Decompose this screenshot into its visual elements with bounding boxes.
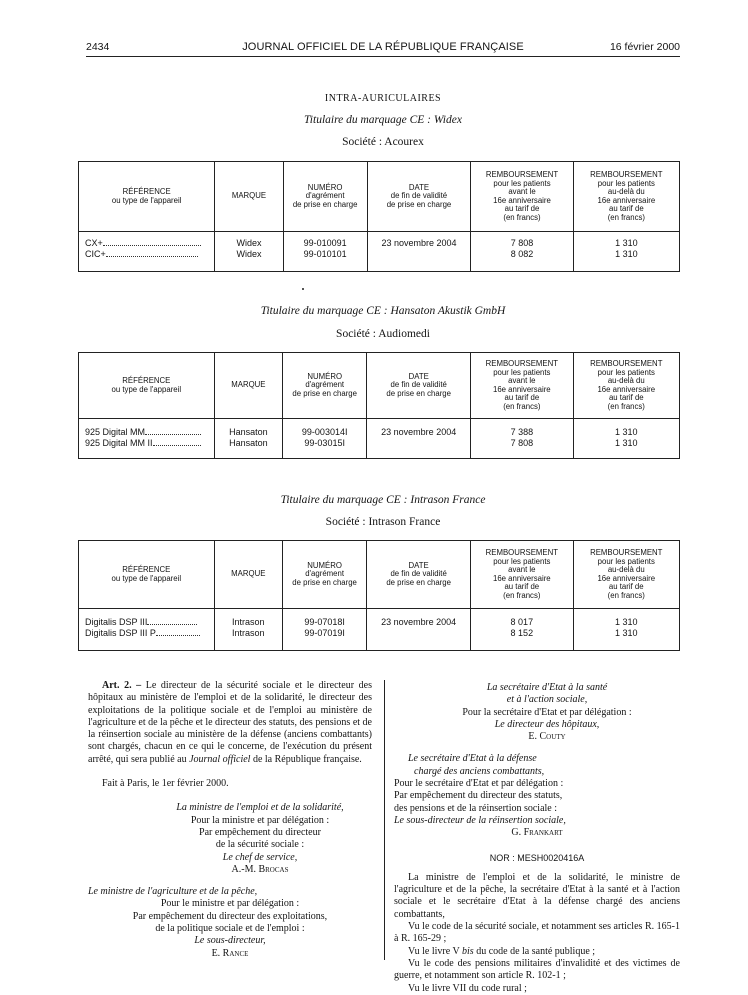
company-2: Société : Audiomedi <box>336 328 430 340</box>
visa-2: Vu le livre V bis du code de la santé publique ; <box>408 945 596 957</box>
col-date: DATE de fin de validité de prise en charge <box>367 541 471 609</box>
holder-title-3: Titulaire du marquage CE : Intrason France <box>280 494 486 506</box>
cell-remb-apres: 1 310 1 310 <box>573 232 679 272</box>
cell-date: 23 novembre 2004 <box>367 609 471 651</box>
signature-block-1: La ministre de l'emploi et de la solidarité, Pour la ministre et par délégation : Par empêchement du directeur de la sécurité sociale : Le chef de service, A.-M. Brocas <box>176 802 344 875</box>
signature-block-4: Le secrétaire d'Etat à la défense chargé des anciens combattants, Pour le secrétaire d'Etat et par délégation : Par empêchement du directeur des statuts, des pensions et de la réinsertion sociale : Le sous-directeur de la réinsertion sociale, G. Frankart <box>394 753 566 839</box>
cell-date: 23 novembre 2004 <box>367 419 471 459</box>
col-marque: MARQUE <box>214 353 282 419</box>
cell-ref: CX+ CIC+ <box>79 232 215 272</box>
right-column <box>394 682 680 995</box>
journal-title: JOURNAL OFFICIEL DE LA RÉPUBLIQUE FRANÇAISE <box>242 41 524 53</box>
holder-title-2: Titulaire du marquage CE : Hansaton Akustik GmbH <box>260 305 506 317</box>
cell-marque: Widex Widex <box>215 232 283 272</box>
cell-marque: Intrason Intrason <box>214 609 282 651</box>
cell-numero: 99-010091 99-010101 <box>283 232 367 272</box>
table-row <box>79 419 680 459</box>
table-header-row <box>79 162 680 232</box>
company-3: Société : Intrason France <box>325 516 441 528</box>
page-header <box>86 38 680 57</box>
page-number: 2434 <box>86 41 110 53</box>
col-date: DATE de fin de validité de prise en charge <box>367 162 471 232</box>
col-remb-apres: REMBOURSEMENT pour les patients au-delà du 16e anniversaire au tarif de (en francs) <box>573 541 679 609</box>
table-row <box>79 232 680 272</box>
stray-mark <box>302 288 304 290</box>
col-reference: RÉFÉRENCE ou type de l'appareil <box>79 353 215 419</box>
fait-a-paris: Fait à Paris, le 1er février 2000. <box>102 778 229 790</box>
article-2: Art. 2. – Le directeur de la sécurité sociale et le directeur des hôpitaux au ministère de l'emploi et de la solidarité, le directeur des exploitations de la politique sociale et de l'emploi au ministère de l'agriculture et de la pêche et le directeur des statuts, des pensions et de la réinsertion sociale au ministère de la défense (anciens combattants) sont chargés, chacun en ce qui le concerne, de l'exécution du présent arrêté, qui sera publié au Journal officiel de la République française. <box>88 680 373 765</box>
visa-3: Vu le code des pensions militaires d'invalidité et des victimes de guerre, et notamment son article R. 102-1 ; <box>394 957 680 982</box>
reimbursement-table-2 <box>78 352 680 459</box>
column-divider <box>384 680 385 960</box>
signature-block-2: Le ministre de l'agriculture et de la pêche, Pour le ministre et par délégation : Par empêchement du directeur des exploitations, de la politique sociale et de l'emploi : Le sous-directeur, E. Rance <box>88 886 328 959</box>
nor-reference: NOR : MESH0020416A <box>489 852 585 863</box>
section-title: INTRA-AURICULAIRES <box>324 93 442 104</box>
col-marque: MARQUE <box>214 541 282 609</box>
reimbursement-table-1 <box>78 161 680 272</box>
col-numero: NUMÉRO d'agrément de prise en charge <box>283 541 367 609</box>
cell-remb-avant: 7 388 7 808 <box>471 419 573 459</box>
cell-marque: Hansaton Hansaton <box>214 419 282 459</box>
col-numero: NUMÉRO d'agrément de prise en charge <box>283 353 367 419</box>
col-remb-avant: REMBOURSEMENT pour les patients avant le 16e anniversaire au tarif de (en francs) <box>471 353 573 419</box>
signature-block-3: La secrétaire d'Etat à la santé et à l'action sociale, Pour la secrétaire d'Etat et par délégation : Le directeur des hôpitaux, E. Couty <box>462 682 632 743</box>
holder-title-1: Titulaire du marquage CE : Widex <box>304 114 462 126</box>
cell-ref: Digitalis DSP III Digitalis DSP III P <box>79 609 215 651</box>
cell-remb-apres: 1 310 1 310 <box>573 609 679 651</box>
cell-numero: 99-07018I 99-07019I <box>283 609 367 651</box>
table-header-row <box>79 541 680 609</box>
table-row <box>79 609 680 651</box>
table-header-row <box>79 353 680 419</box>
col-remb-avant: REMBOURSEMENT pour les patients avant le 16e anniversaire au tarif de (en francs) <box>471 162 573 232</box>
col-reference: RÉFÉRENCE ou type de l'appareil <box>79 162 215 232</box>
cell-ref: 925 Digital MM 925 Digital MM II <box>79 419 215 459</box>
preamble: La ministre de l'emploi et de la solidarité, le ministre de l'agriculture et de la pêche, la secrétaire d'Etat à la santé et à l'action sociale et le secrétaire d'Etat à la défense chargé des anciens combattants, <box>394 871 680 920</box>
col-remb-apres: REMBOURSEMENT pour les patients au-delà du 16e anniversaire au tarif de (en francs) <box>573 162 679 232</box>
col-marque: MARQUE <box>215 162 283 232</box>
visa-1: Vu le code de la sécurité sociale, et notamment ses articles R. 165-1 à R. 165-29 ; <box>394 921 680 945</box>
cell-date: 23 novembre 2004 <box>367 232 471 272</box>
cell-numero: 99-003014I 99-03015I <box>283 419 367 459</box>
cell-remb-apres: 1 310 1 310 <box>573 419 679 459</box>
left-column <box>88 680 372 960</box>
issue-date: 16 février 2000 <box>609 41 680 53</box>
cell-remb-avant: 8 017 8 152 <box>471 609 573 651</box>
col-numero: NUMÉRO d'agrément de prise en charge <box>283 162 367 232</box>
col-remb-apres: REMBOURSEMENT pour les patients au-delà du 16e anniversaire au tarif de (en francs) <box>573 353 679 419</box>
col-reference: RÉFÉRENCE ou type de l'appareil <box>79 541 215 609</box>
col-date: DATE de fin de validité de prise en charge <box>367 353 471 419</box>
company-1: Société : Acourex <box>342 136 424 148</box>
col-remb-avant: REMBOURSEMENT pour les patients avant le 16e anniversaire au tarif de (en francs) <box>471 541 573 609</box>
cell-remb-avant: 7 808 8 082 <box>471 232 573 272</box>
reimbursement-table-3 <box>78 540 680 651</box>
visa-4: Vu le livre VII du code rural ; <box>408 982 527 994</box>
